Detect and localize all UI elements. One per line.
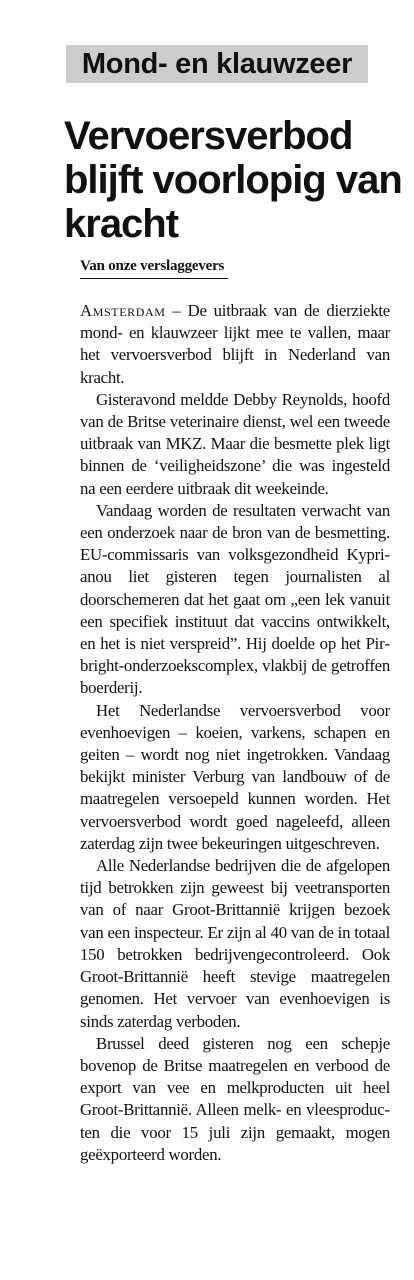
paragraph-5: Alle Nederlandse bedrijven die de afgelopen tijd betrokken zijn geweest bij veetransporten van of naar Groot-Brittannië krijgen bezoek van een inspecteur. Er zijn al 40 van de in totaal 150 betrokken bedrijvengecontroleerd. Ook Groot-Brittannië heeft stevige maatregelen genomen. Het vervoer van evenhoevigen is sinds zaterdag verboden. bbox=[80, 856, 390, 1031]
headline: Vervoersverbod blijft voorlopig van kracht bbox=[64, 114, 402, 246]
lead-text: – De uitbraak van de dierziekte mond- en klauwzeer lijkt mee te vallen, maar het vervoersverbod blijft in Nederland van kracht. bbox=[80, 301, 390, 387]
article-body bbox=[80, 300, 390, 1166]
section-kicker: Mond- en klauwzeer bbox=[66, 45, 368, 83]
paragraph-6: Brussel deed gisteren nog een schepje bovenop de Britse maatregelen en verbood de export van vee en melkproducten uit heel Groot-Brittannië. Alleen melk- en vleesproducten die voor 15 juli zijn gemaakt, mogen geëxporteerd worden. bbox=[80, 1033, 390, 1164]
dateline: Amsterdam bbox=[80, 301, 166, 320]
lead-paragraph bbox=[80, 300, 390, 389]
paragraph-3: Vandaag worden de resultaten verwacht van een onderzoek naar de bron van de besmetting. EU-commissaris van volksgezondheid Kyprianou liet gisteren tegen journalisten al doorschemeren dat het gaat om „een lek vanuit een specifiek instituut dat vaccins ontwikkelt, en het is niet verspreid”. Hij doelde op het Pirbright-onderzoekscomplex, vlakbij de getroffen boerderij. bbox=[80, 500, 390, 698]
paragraph-4: Het Nederlandse vervoersverbod voor evenhoevigen – koeien, varkens, schapen en geiten – wordt nog niet ingetrokken. Vandaag bekijkt minister Verburg van landbouw of de maatregelen versoepeld kunnen worden. Het vervoersverbod wordt goed nageleefd, alleen zaterdag zijn twee bekeuringen uitgeschreven. bbox=[80, 700, 390, 853]
paragraph-2: Gisteravond meldde Debby Reynolds, hoofd van de Britse veterinaire dienst, wel een tweede uitbraak van MKZ. Maar die besmette plek ligt binnen de ‘veiligheidszone’ die was ingesteld na een eerdere uitbraak dit weekeinde. bbox=[80, 389, 390, 498]
byline: Van onze verslaggevers bbox=[80, 256, 228, 279]
